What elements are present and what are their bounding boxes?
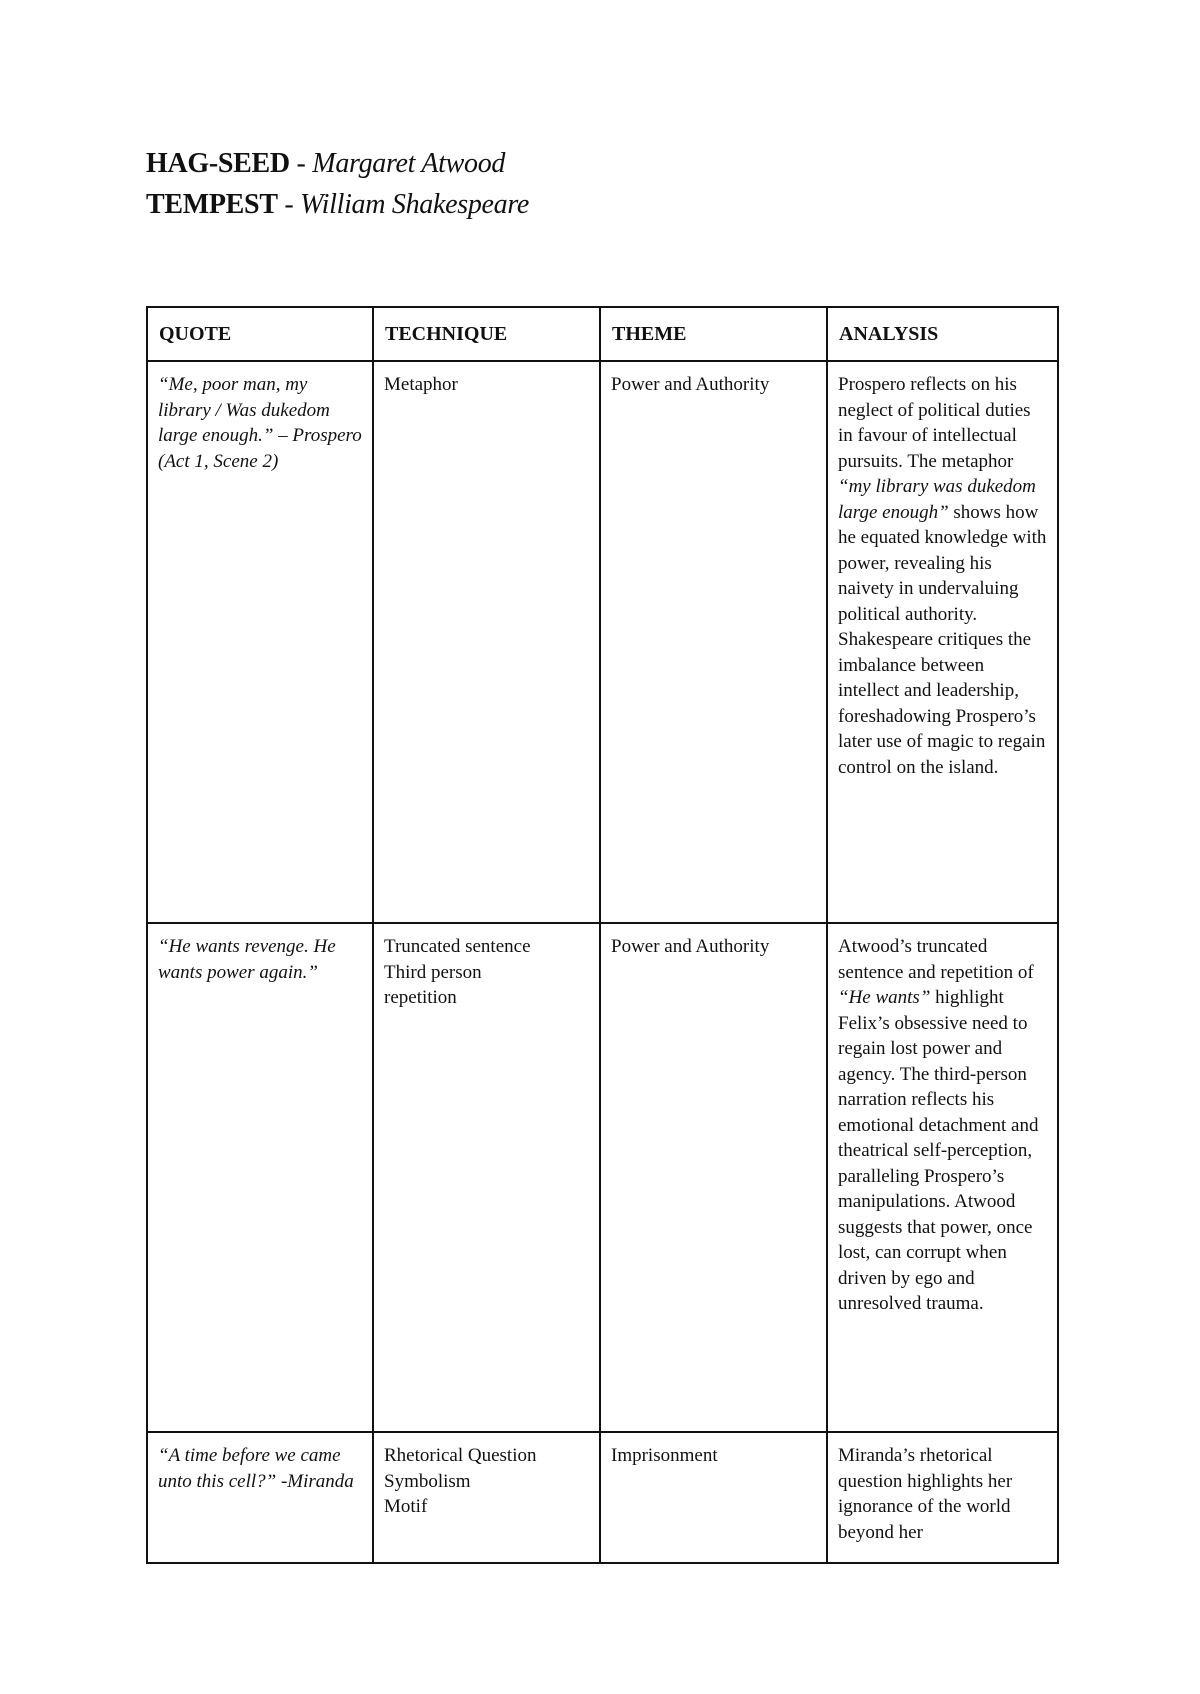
technique-cell — [373, 1432, 600, 1563]
theme-cell: Power and Authority — [600, 923, 827, 1432]
technique-cell — [373, 923, 600, 1432]
analysis-text: Prospero reflects on his neglect of political duties in favour of intellectual pursuits. The metaphor — [838, 374, 1031, 472]
analysis-text: Miranda’s rhetorical question highlights her ignorance of the world beyond her — [838, 1445, 1013, 1543]
technique-item: Truncated sentence — [384, 936, 531, 957]
analysis-cell — [827, 1432, 1058, 1563]
technique-item: Metaphor — [384, 374, 458, 395]
technique-item: Rhetorical Question — [384, 1445, 537, 1466]
document-heading — [146, 143, 1046, 225]
table-row — [147, 1432, 1058, 1563]
analysis-text: shows how he equated knowledge with power, revealing his naivety in undervaluing political authority. Shakespeare critiques the imbalance between intellect and leadership, foreshadowing Prospero’s later use of magic to regain control on the island. — [838, 501, 1047, 778]
heading-line-hag-seed — [146, 143, 1046, 184]
author-margaret-atwood: Margaret Atwood — [312, 148, 506, 179]
author-william-shakespeare: William Shakespeare — [300, 189, 530, 220]
book-title-hag-seed: HAG-SEED — [146, 148, 290, 179]
technique-cell — [373, 361, 600, 923]
analysis-cell — [827, 361, 1058, 923]
heading-line-tempest — [146, 184, 1046, 225]
analysis-text: Atwood’s truncated sentence and repetition of — [838, 936, 1034, 983]
technique-item: repetition — [384, 987, 457, 1008]
analysis-text: highlight Felix’s obsessive need to regain lost power and agency. The third-person narration reflects his emotional detachment and theatrical self-perception, paralleling Prospero’s manipulations. Atwood suggests that power, once lost, can corrupt when driven by ego and unresolved trauma. — [838, 987, 1039, 1314]
column-header-analysis: ANALYSIS — [827, 307, 1058, 361]
quote-cell: “Me, poor man, my library / Was dukedom large enough.” – Prospero (Act 1, Scene 2) — [147, 361, 373, 923]
theme-cell: Imprisonment — [600, 1432, 827, 1563]
quote-analysis-table — [146, 306, 1059, 1564]
heading-separator: - — [277, 189, 301, 220]
column-header-quote: QUOTE — [147, 307, 373, 361]
column-header-technique: TECHNIQUE — [373, 307, 600, 361]
analysis-quoted-phrase: “He wants” — [838, 987, 931, 1008]
quote-cell: “A time before we came unto this cell?” -Miranda — [147, 1432, 373, 1563]
technique-item: Motif — [384, 1496, 428, 1517]
theme-cell: Power and Authority — [600, 361, 827, 923]
analysis-quoted-phrase: “my library was dukedom large enough” — [838, 476, 1036, 523]
technique-item: Symbolism — [384, 1470, 471, 1492]
quote-cell: “He wants revenge. He wants power again.” — [147, 923, 373, 1432]
column-header-theme: THEME — [600, 307, 827, 361]
analysis-cell — [827, 923, 1058, 1432]
technique-item: Third person — [384, 961, 482, 983]
book-title-tempest: TEMPEST — [146, 189, 278, 220]
heading-separator: - — [289, 148, 313, 179]
table-header-row — [147, 307, 1058, 361]
table-row — [147, 923, 1058, 1432]
table-row — [147, 361, 1058, 923]
